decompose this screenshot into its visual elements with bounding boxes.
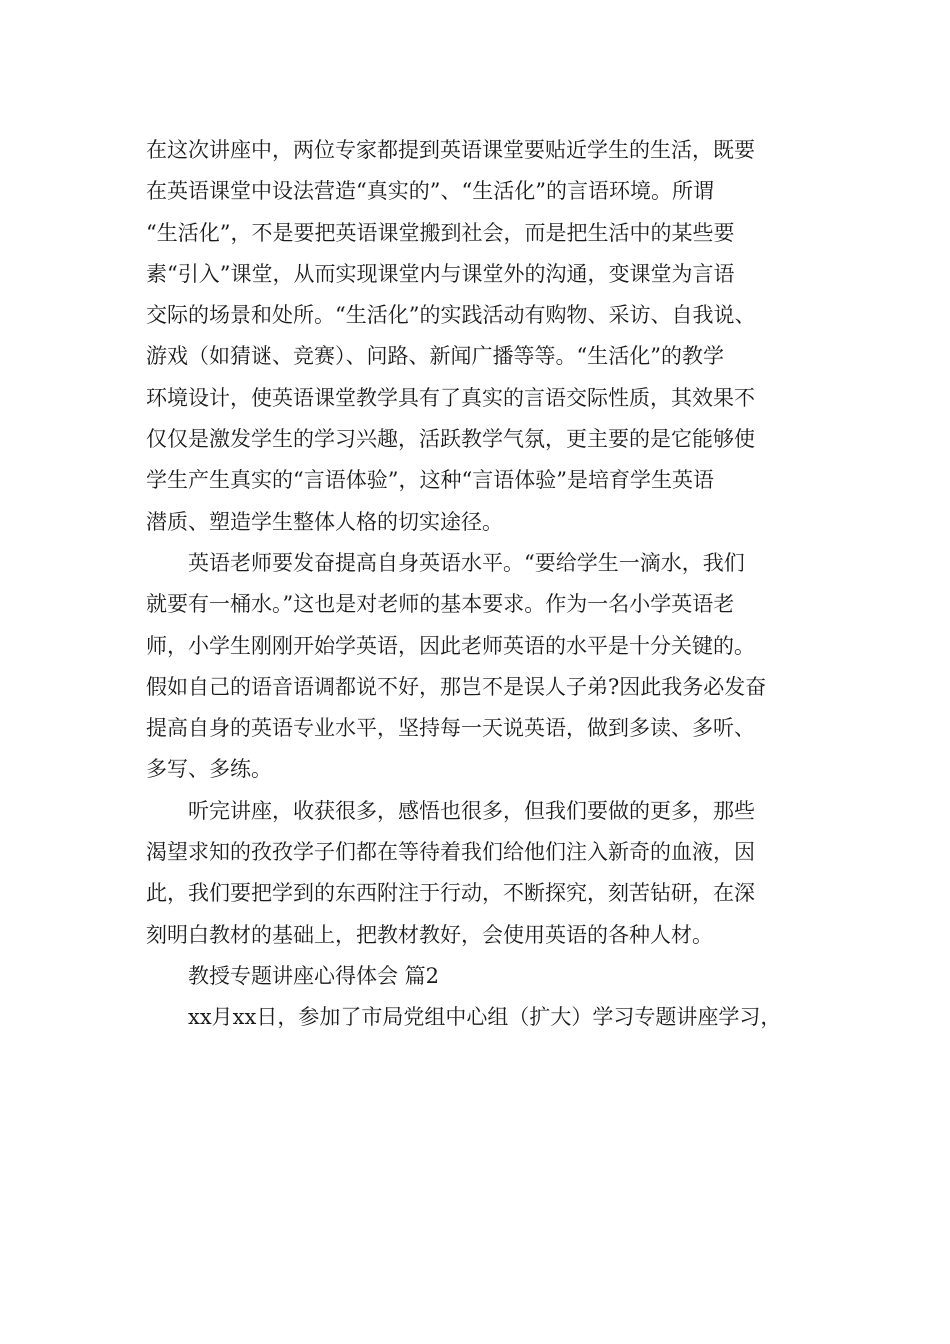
text-line: 假如自己的语音语调都说不好，那岂不是误人子弟?因此我务必发奋: [146, 674, 767, 699]
text-line: 在英语课堂中设法营造“真实的”、“生活化”的言语环境。所谓: [146, 179, 714, 204]
text-line: 英语老师要发奋提高自身英语水平。“要给学生一滴水，我们: [188, 550, 745, 575]
paragraph-3: [146, 791, 826, 956]
text-line: 素“引入”课堂，从而实现课堂内与课堂外的沟通，变课堂为言语: [146, 261, 735, 286]
text-line: 就要有一桶水。”这也是对老师的基本要求。作为一名小学英语老: [146, 592, 735, 617]
paragraph-5: [146, 997, 826, 1038]
text-line: 游戏（如猜谜、竞赛）、问路、新闻广播等等。“生活化”的教学: [146, 344, 724, 369]
text-line: 学生产生真实的“言语体验”，这种“言语体验”是培育学生英语: [146, 468, 714, 493]
text-line: 师，小学生刚刚开始学英语，因此老师英语的水平是十分关键的。: [146, 633, 755, 658]
text-line: 交际的场景和处所。“生活化”的实践活动有购物、采访、自我说、: [146, 303, 756, 328]
text-line: xx月xx日，参加了市局党组中心组（扩大）学习专题讲座学习，: [188, 1005, 782, 1030]
text-line: 此，我们要把学到的东西附注于行动，不断探究，刻苦钻研，在深: [146, 881, 755, 906]
text-line: 仅仅是激发学生的学习兴趣，活跃教学气氛，更主要的是它能够使: [146, 427, 755, 452]
document-body: [146, 130, 826, 1039]
heading-text: 教授专题讲座心得体会 篇2: [188, 963, 440, 988]
paragraph-2: [146, 543, 826, 791]
text-line: 多写、多练。: [146, 757, 272, 782]
text-line: 听完讲座，收获很多，感悟也很多，但我们要做的更多，那些: [188, 798, 755, 823]
paragraph-1: [146, 130, 826, 543]
text-line: 渴望求知的孜孜学子们都在等待着我们给他们注入新奇的血液，因: [146, 840, 755, 865]
text-line: “生活化”，不是要把英语课堂搬到社会，而是把生活中的某些要: [146, 220, 735, 245]
text-line: 环境设计，使英语课堂教学具有了真实的言语交际性质，其效果不: [146, 385, 755, 410]
text-line: 在这次讲座中，两位专家都提到英语课堂要贴近学生的生活，既要: [146, 138, 755, 162]
text-line: 刻明白教材的基础上，把教材教好，会使用英语的各种人材。: [146, 922, 713, 947]
text-line: 提高自身的英语专业水平，坚持每一天说英语，做到多读、多听、: [146, 716, 755, 741]
text-line: 潜质、塑造学生整体人格的切实途径。: [146, 509, 503, 534]
section-heading: [146, 956, 826, 997]
